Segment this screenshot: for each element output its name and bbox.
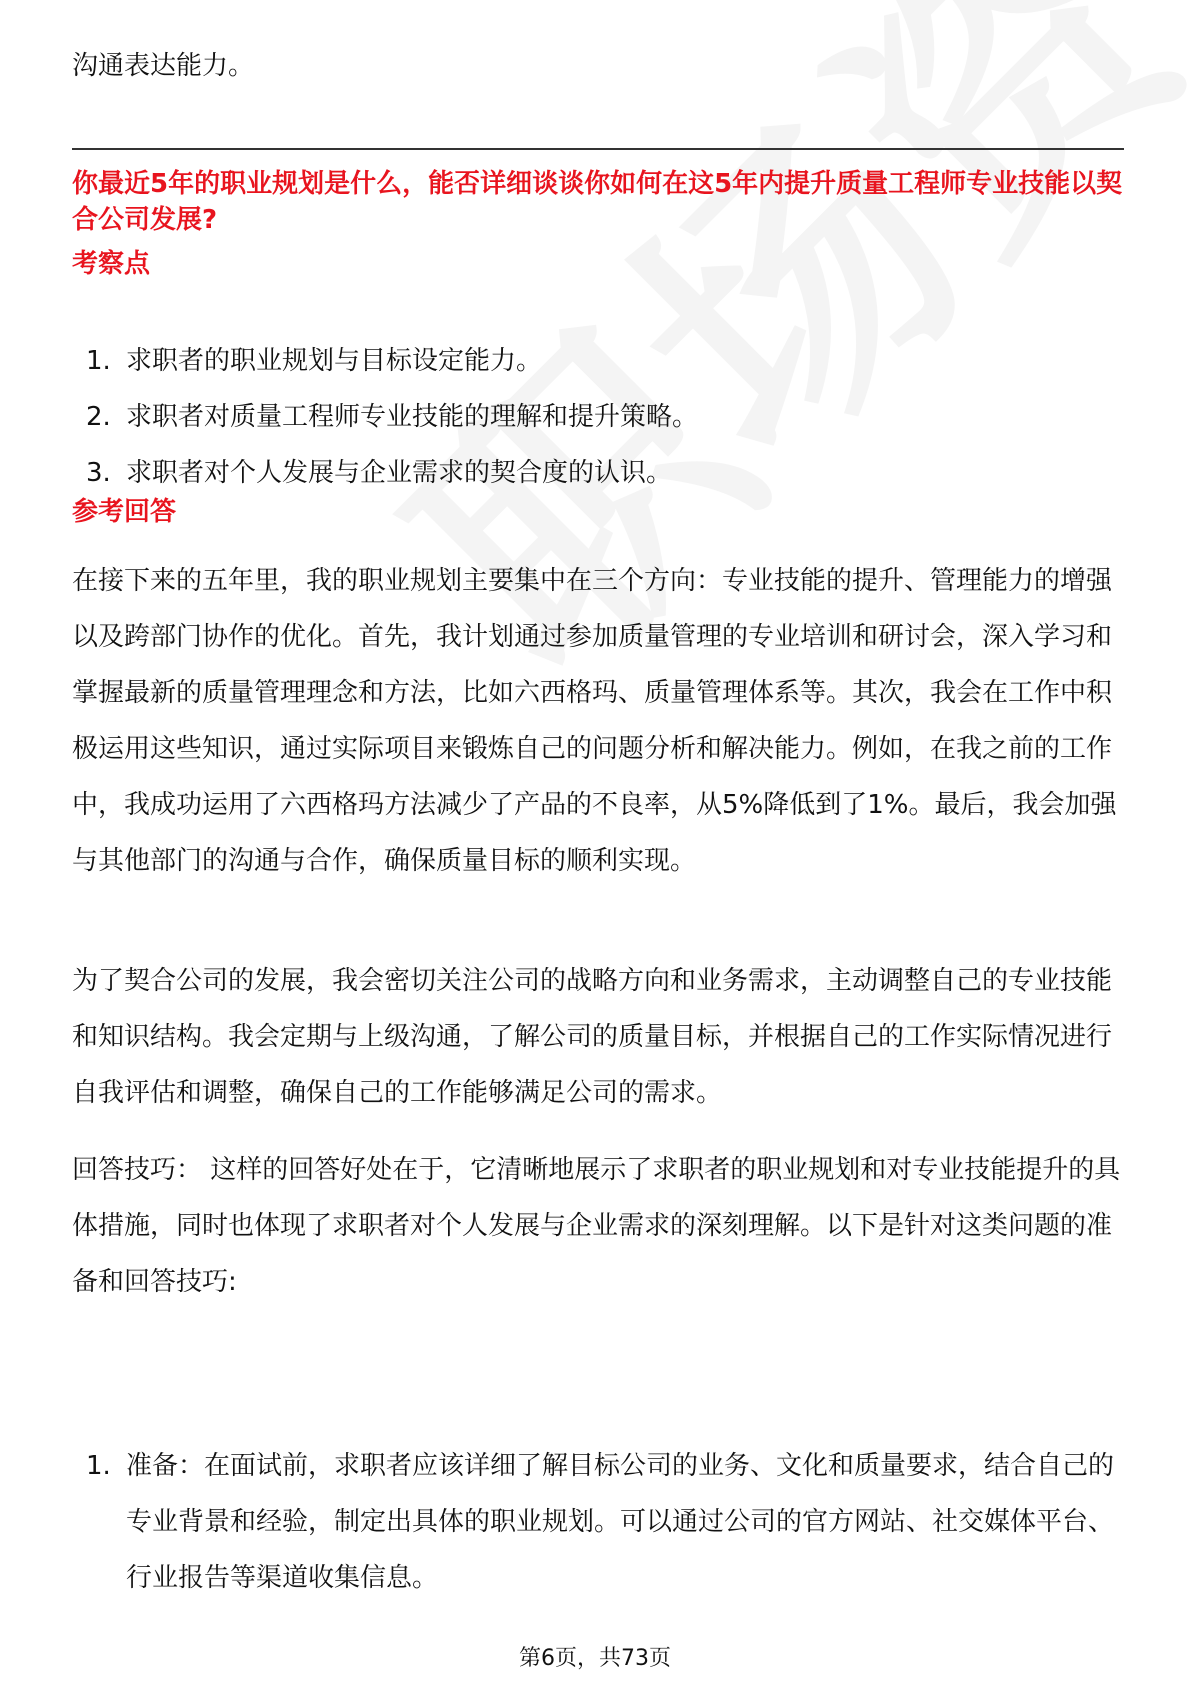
reference-title: 参考回答 [72, 497, 177, 527]
reference-paragraph-1: 在接下来的五年里，我的职业规划主要集中在三个方向：专业技能的提升、管理能力的增强以及跨部门协作的优化。首先，我计划通过参加质量管理的专业培训和研讨会，深入学习和掌握最新的质量管理理念和方法，比如六西格玛、质量管理体系等。其次，我会在工作中积极运用这些知识，通过实际项目来锻炼自己的问题分析和解决能力。例如，在我之前的工作中，我成功运用了六西格玛方法减少了产品的不良率，从5%降低到了1%。最后，我会加强与其他部门的沟通与合作，确保质量目标的顺利实现。 [72, 566, 1117, 876]
list-item [72, 333, 1122, 389]
list-number: 2. [86, 402, 111, 432]
divider [72, 148, 1124, 150]
tips-intro: 回答技巧： 这样的回答好处在于，它清晰地展示了求职者的职业规划和对专业技能提升的具体措施，同时也体现了求职者对个人发展与企业需求的深刻理解。以下是针对这类问题的准备和回答技巧: [72, 1155, 1121, 1297]
assessment-list [72, 333, 1122, 501]
list-item [72, 445, 1122, 501]
list-number: 1. [86, 1451, 111, 1481]
list-number: 1. [86, 346, 111, 376]
list-text: 求职者对质量工程师专业技能的理解和提升策略。 [126, 402, 699, 432]
list-text: 求职者对个人发展与企业需求的契合度的认识。 [126, 458, 673, 488]
list-item [72, 389, 1122, 445]
list-item [72, 1438, 1122, 1606]
list-text: 准备：在面试前，求职者应该详细了解目标公司的业务、文化和质量要求，结合自己的专业背景和经验，制定出具体的职业规划。可以通过公司的官方网站、社交媒体平台、行业报告等渠道收集信息。 [126, 1451, 1115, 1593]
tips-list [72, 1438, 1122, 1606]
intro-tail-text: 沟通表达能力。 [72, 51, 255, 81]
list-number: 3. [86, 458, 111, 488]
reference-paragraph-2: 为了契合公司的发展，我会密切关注公司的战略方向和业务需求，主动调整自己的专业技能和知识结构。我会定期与上级沟通，了解公司的质量目标，并根据自己的工作实际情况进行自我评估和调整，确保自己的工作能够满足公司的需求。 [72, 966, 1113, 1108]
assessment-title: 考察点 [72, 249, 151, 279]
page-footer: 第6页，共73页 [519, 1646, 671, 1671]
list-text: 求职者的职业规划与目标设定能力。 [126, 346, 543, 376]
question-heading: 你最近5年的职业规划是什么，能否详细谈谈你如何在这5年内提升质量工程师专业技能以契合公司发展? [72, 169, 1123, 235]
